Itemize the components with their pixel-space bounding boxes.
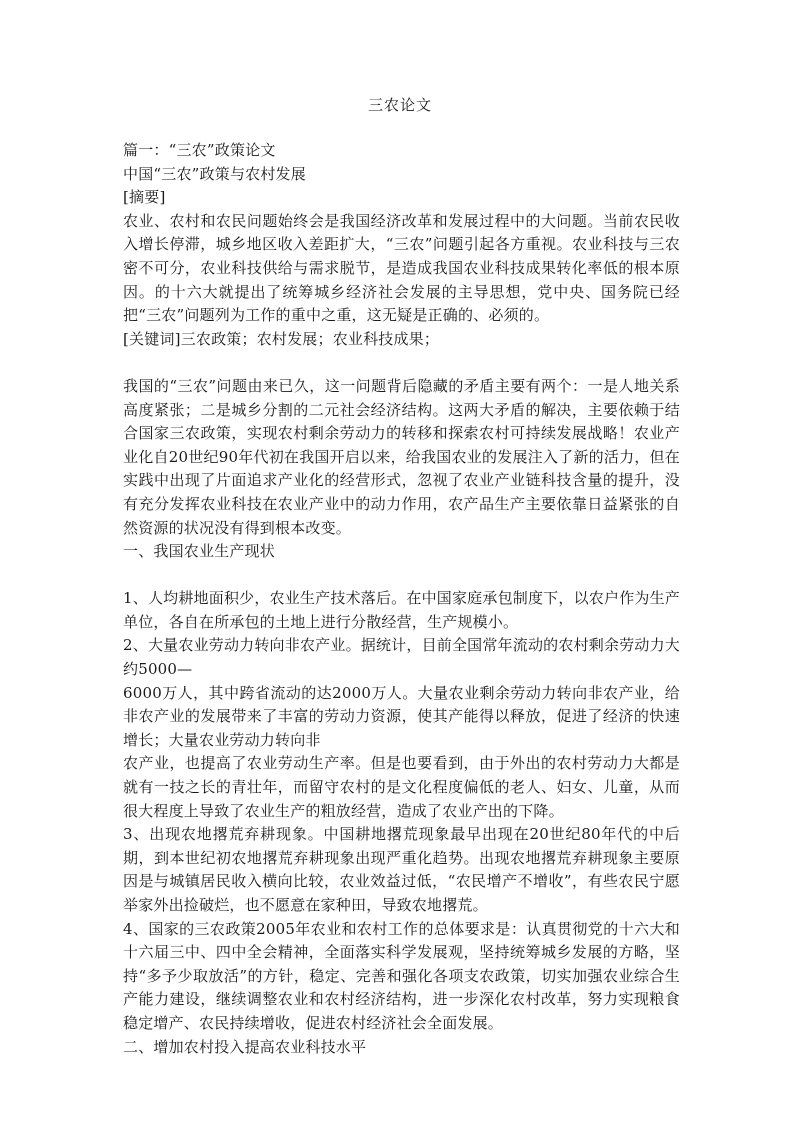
list-item-2-part-a: 2、大量农业劳动力转向非农产业。据统计，目前全国常年流动的农村剩余劳动力大约5000—: [123, 636, 680, 679]
list-item-2-part-c: 农产业，也提高了农业劳动生产率。但是也要看到，由于外出的农村劳动力大都是就有一技之长的青壮年，而留守农村的是文化程度偏低的老人、妇女、儿童，从而很大程度上导致了农业生产的粗放经营，造成了农业产出的下降。: [123, 754, 680, 820]
abstract-label: [摘要]: [123, 188, 166, 207]
intro-paragraph: 我国的“三农”问题由来已久，这一问题背后隐藏的矛盾主要有两个：一是人地关系高度紧张；二是城乡分割的二元社会经济结构。这两大矛盾的解决，主要依赖于结合国家三农政策，实现农村剩余劳动力的转移和探索农村可持续发展战略！农业产业化自20世纪90年代初在我国开启以来，给我国农业的发展注入了新的活力，但在实践中出现了片面追求产业化的经营形式，忽视了农业产业链科技含量的提升，没有充分发挥农业科技在农业产业中的动力作用，农产品生产主要依靠日益紧张的自然资源的状况没有得到根本改变。: [123, 376, 680, 537]
list-item-1: 1、人均耕地面积少，农业生产技术落后。在中国家庭承包制度下，以农户作为生产单位，各自在所承包的土地上进行分散经营，生产规模小。: [123, 589, 680, 631]
document-body: [123, 139, 680, 1059]
blank-line: [123, 564, 680, 588]
heading-policy-paper: 篇一：“三农”政策论文: [123, 141, 276, 159]
section-heading-2: 二、增加农村投入提高农业科技水平: [123, 1037, 367, 1056]
heading-policy-rural-development: 中国“三农”政策与农村发展: [123, 164, 306, 183]
section-heading-1: 一、我国农业生产现状: [123, 542, 276, 561]
blank-line: [123, 351, 680, 375]
list-item-2-part-b: 6000万人，其中跨省流动的达2000万人。大量农业剩余劳动力转向非农产业，给非农产业的发展带来了丰富的劳动力资源，使其产能得以释放，促进了经济的快速增长；大量农业劳动力转向非: [123, 683, 680, 749]
list-item-4: 4、国家的三农政策2005年农业和农村工作的总体要求是：认真贯彻党的十六大和十六届三中、四中全会精神，全面落实科学发展观，坚持统筹城乡发展的方略，坚持“多予少取放活”的方针，稳定、完善和强化各项支农政策，切实加强农业综合生产能力建设，继续调整农业和农村经济结构，进一步深化农村改革，努力实现粮食稳定增产、农民持续增收，促进农村经济社会全面发展。: [123, 919, 680, 1032]
abstract-paragraph: 农业、农村和农民问题始终会是我国经济改革和发展过程中的大问题。当前农民收入增长停滞，城乡地区收入差距扩大，“三农”问题引起各方重视。农业科技与三农密不可分，农业科技供给与需求脱节，是造成我国农业科技成果转化率低的根本原因。的十六大就提出了统筹城乡经济社会发展的主导思想，党中央、国务院已经把“三农”问题列为工作的重中之重，这无疑是正确的、必须的。: [123, 211, 680, 325]
keywords-line: [关键词]三农政策；农村发展；农业科技成果；: [123, 329, 440, 348]
document-title: 三农论文: [367, 96, 432, 114]
list-item-3: 3、出现农地撂荒弃耕现象。中国耕地撂荒现象最早出现在20世纪80年代的中后期，到本世纪初农地撂荒弃耕现象出现严重化趋势。出现农地撂荒弃耕现象主要原因是与城镇居民收入横向比较，农业效益过低，“农民增产不增收”，有些农民宁愿举家外出捡破烂，也不愿意在家种田，导致农地撂荒。: [123, 825, 680, 914]
